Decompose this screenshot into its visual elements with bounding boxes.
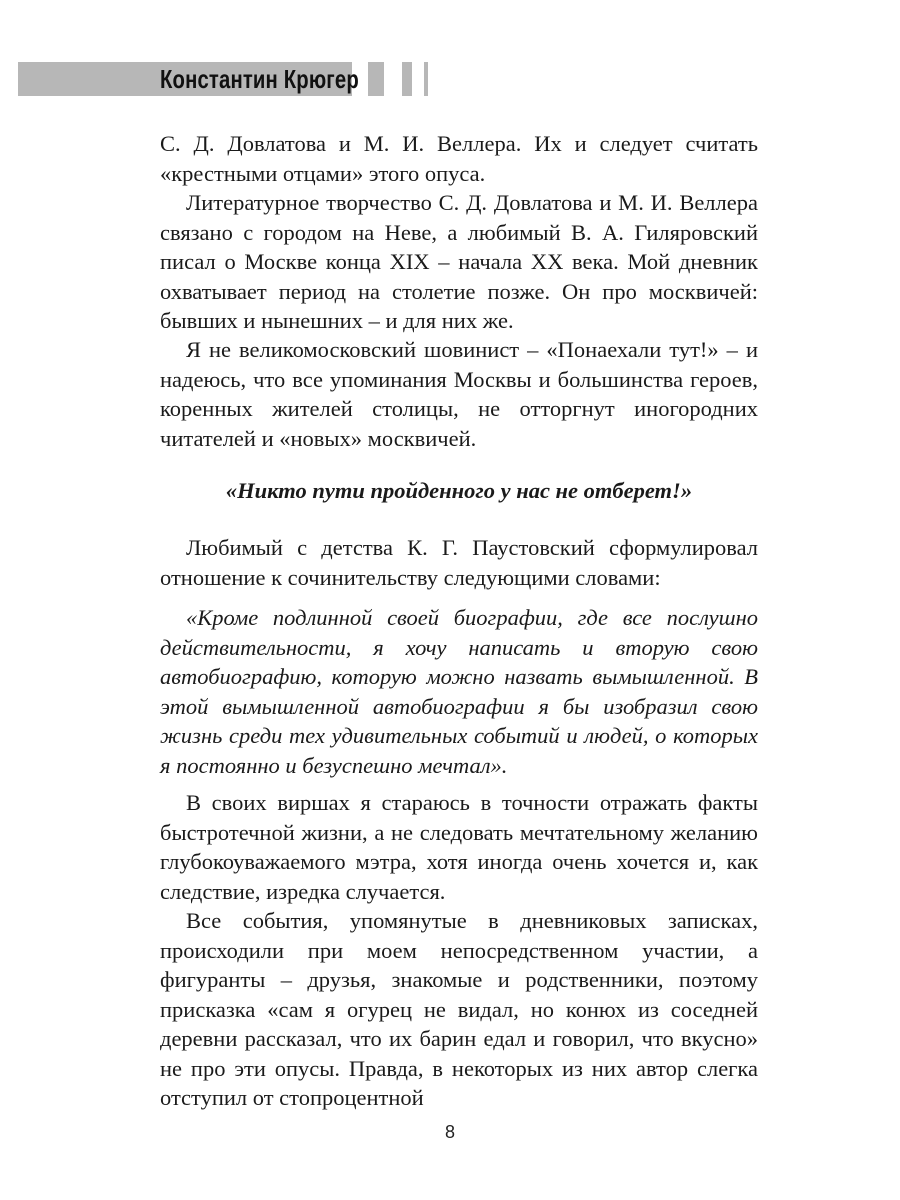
header-author: Константин Крюгер <box>160 64 359 94</box>
running-header <box>0 62 900 96</box>
paragraph: Любимый с детства К. Г. Паустовский сформулировал отношение к сочинительству следующими словами: <box>160 535 758 590</box>
paragraph: С. Д. Довлатова и М. И. Веллера. Их и следует считать «крестными отцами» этого опуса. <box>160 131 758 186</box>
header-decor-block <box>402 62 412 96</box>
paragraph: Все события, упомянутые в дневниковых записках, происходили при моем непосредственном участии, а фигуранты – друзья, знакомые и родственники, поэтому присказка «сам я огурец не видал, но конюх из соседней деревни рассказал, что их барин едал и говорил, что вкусно» не про эти опусы. Правда, в некоторых из них автор слегка отступил от стопроцентной <box>160 908 758 1110</box>
header-decor-block <box>424 62 428 96</box>
paragraph: Я не великомосковский шовинист – «Понаехали тут!» – и надеюсь, что все упоминания Москвы и большинства героев, коренных жителей столицы, не отторгнут иногородних читателей и «новых» москвичей. <box>160 337 758 451</box>
paragraph: В своих виршах я стараюсь в точности отражать факты быстротечной жизни, а не следовать мечтательному желанию глубокоуважаемого мэтра, хотя иногда очень хочется и, как следствие, изредка случается. <box>160 790 758 904</box>
paragraph: Литературное творчество С. Д. Довлатова и М. И. Веллера связано с городом на Неве, а любимый В. А. Гиляровский писал о Москве конца XIX – начала XX века. Мой дневник охватывает период на столетие позже. Он про москвичей: бывших и нынешних – и для них же. <box>160 190 758 333</box>
section-heading: «Никто пути пройденного у нас не отберет!» <box>225 478 693 503</box>
page-number: 8 <box>444 1122 455 1142</box>
header-decor-block <box>368 62 384 96</box>
quote-block: «Кроме подлинной своей биографии, где все послушно действительности, я хочу написать и вторую свою автобиографию, которую можно назвать вымышленной. В этой вымышленной автобиографии я бы изобразил свою жизнь среди тех удивительных событий и людей, о которых я постоянно и безуспешно мечтал». <box>160 605 758 778</box>
